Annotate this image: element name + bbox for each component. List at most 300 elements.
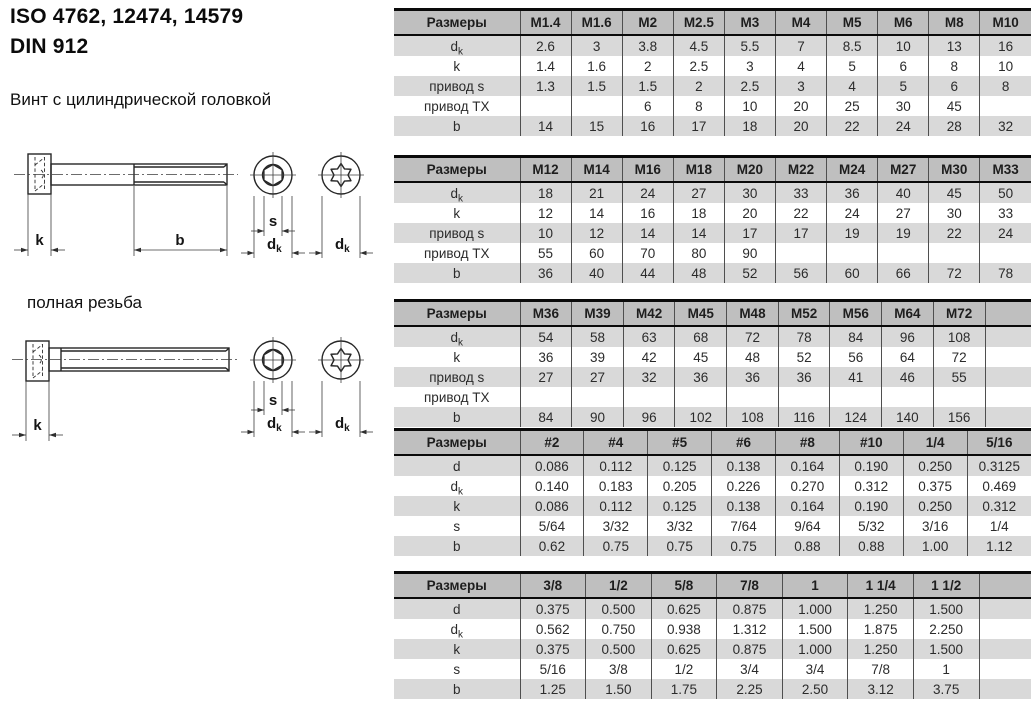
size-column-header: 1/4: [903, 430, 967, 456]
value-cell: 68: [675, 326, 727, 347]
value-cell: 0.190: [839, 496, 903, 516]
row-label: привод s: [429, 369, 485, 385]
value-cell: 19: [827, 223, 878, 243]
row-label: s: [453, 661, 461, 677]
dim-label-dk: $d_k$: [267, 236, 282, 255]
dim-arrow: [360, 430, 367, 434]
value-cell: 5: [827, 56, 878, 76]
value-cell: [675, 387, 727, 407]
value-cell: 32: [623, 367, 675, 387]
dimension-table-5: [394, 571, 1031, 699]
value-cell: 14: [571, 203, 622, 223]
value-cell: 1: [913, 659, 979, 679]
value-cell: 56: [830, 347, 882, 367]
row-label: привод s: [429, 78, 485, 94]
dimension-row: [394, 407, 1031, 427]
dimension-row: [394, 263, 1031, 283]
size-column-header: M12: [520, 157, 571, 183]
dim-arrow: [51, 248, 58, 252]
table-corner-label: Размеры: [394, 157, 520, 183]
dim-arrow: [282, 229, 289, 233]
full-thread-screw-drawing: [8, 333, 380, 445]
value-cell: 1.500: [913, 598, 979, 619]
value-cell: [979, 679, 1031, 699]
value-cell: 116: [778, 407, 830, 427]
value-cell: 2: [622, 56, 673, 76]
screw-head-side: [28, 154, 51, 194]
dim-label-dk: $d_k$: [335, 236, 350, 255]
value-cell: 17: [775, 223, 826, 243]
value-cell: [979, 598, 1031, 619]
dimension-row: [394, 56, 1031, 76]
socket-hatch: [33, 371, 43, 379]
row-label: k: [453, 498, 461, 514]
value-cell: 24: [878, 116, 929, 136]
value-cell: 3/8: [586, 659, 652, 679]
value-cell: 33: [980, 203, 1031, 223]
value-cell: [623, 387, 675, 407]
value-cell: 0.625: [651, 598, 717, 619]
value-cell: 0.375: [903, 476, 967, 496]
standards-title-line2: DIN 912: [10, 35, 89, 58]
product-name: Винт с цилиндрической головкой: [10, 90, 272, 109]
value-cell: 0.164: [776, 496, 840, 516]
value-cell: 30: [724, 182, 775, 203]
value-cell: 0.164: [776, 455, 840, 476]
row-label: $d_k$: [450, 185, 463, 203]
value-cell: 9/64: [776, 516, 840, 536]
value-cell: [778, 387, 830, 407]
value-cell: 0.086: [520, 455, 584, 476]
value-cell: 45: [929, 96, 980, 116]
value-cell: [985, 347, 1031, 367]
value-cell: 78: [778, 326, 830, 347]
value-cell: [727, 387, 779, 407]
value-cell: 156: [933, 407, 985, 427]
value-cell: 72: [727, 326, 779, 347]
value-cell: 24: [980, 223, 1031, 243]
value-cell: 20: [775, 116, 826, 136]
value-cell: 15: [571, 116, 622, 136]
dimension-row: [394, 659, 1031, 679]
value-cell: 108: [727, 407, 779, 427]
value-cell: 0.75: [712, 536, 776, 556]
row-label: b: [452, 409, 461, 425]
value-cell: 0.875: [717, 598, 783, 619]
value-cell: 5/64: [520, 516, 584, 536]
value-cell: 140: [882, 407, 934, 427]
row-label: d: [452, 458, 461, 474]
row-label: привод TX: [424, 389, 490, 405]
dim-label-k: k: [33, 417, 42, 434]
value-cell: 0.375: [520, 598, 586, 619]
socket-hatch: [33, 345, 43, 353]
dimension-row: [394, 116, 1031, 136]
value-cell: 36: [778, 367, 830, 387]
size-column-header: M18: [673, 157, 724, 183]
value-cell: 3: [724, 56, 775, 76]
value-cell: 0.3125: [967, 455, 1031, 476]
size-column-header: M16: [622, 157, 673, 183]
value-cell: 3.8: [622, 35, 673, 56]
value-cell: 1/2: [651, 659, 717, 679]
value-cell: 0.75: [584, 536, 648, 556]
value-cell: 4.5: [673, 35, 724, 56]
row-label: s: [453, 518, 461, 534]
value-cell: 33: [775, 182, 826, 203]
dim-arrow: [134, 248, 141, 252]
value-cell: 0.62: [520, 536, 584, 556]
size-column-header: 1 1/4: [848, 573, 914, 599]
value-cell: 0.75: [648, 536, 712, 556]
value-cell: 90: [724, 243, 775, 263]
value-cell: 10: [520, 223, 571, 243]
value-cell: 1.250: [848, 598, 914, 619]
value-cell: 30: [929, 203, 980, 223]
dimension-row: [394, 476, 1031, 496]
value-cell: 16: [622, 203, 673, 223]
value-cell: 2.250: [913, 619, 979, 639]
dim-arrow: [248, 251, 255, 255]
value-cell: 16: [980, 35, 1031, 56]
dimension-row: [394, 536, 1031, 556]
value-cell: 0.250: [903, 496, 967, 516]
value-cell: [878, 243, 929, 263]
value-cell: 0.938: [651, 619, 717, 639]
value-cell: 8: [980, 76, 1031, 96]
dimension-row: [394, 35, 1031, 56]
value-cell: 36: [520, 347, 572, 367]
value-cell: 0.312: [967, 496, 1031, 516]
value-cell: 1/4: [967, 516, 1031, 536]
value-cell: 22: [929, 223, 980, 243]
value-cell: 14: [520, 116, 571, 136]
value-cell: [980, 243, 1031, 263]
value-cell: 20: [724, 203, 775, 223]
value-cell: 32: [980, 116, 1031, 136]
value-cell: 22: [827, 116, 878, 136]
dim-arrow: [316, 251, 323, 255]
value-cell: 14: [622, 223, 673, 243]
size-column-header: M48: [727, 301, 779, 327]
value-cell: 63: [623, 326, 675, 347]
value-cell: 72: [933, 347, 985, 367]
value-cell: 10: [724, 96, 775, 116]
size-column-header: M64: [882, 301, 934, 327]
value-cell: [571, 96, 622, 116]
value-cell: 2: [673, 76, 724, 96]
dim-arrow: [292, 430, 299, 434]
dimension-row: [394, 516, 1031, 536]
size-column-header: M72: [933, 301, 985, 327]
size-column-header: #2: [520, 430, 584, 456]
dimension-row: [394, 679, 1031, 699]
value-cell: [520, 96, 571, 116]
value-cell: 7/8: [848, 659, 914, 679]
value-cell: 1.00: [903, 536, 967, 556]
table-corner-label: Размеры: [394, 573, 520, 599]
table-corner-label: Размеры: [394, 301, 520, 327]
value-cell: 1.000: [782, 598, 848, 619]
row-label: d: [452, 601, 461, 617]
dimension-table-4: [394, 428, 1031, 556]
value-cell: 6: [878, 56, 929, 76]
size-column-header: M20: [724, 157, 775, 183]
table-header-row: [394, 157, 1031, 183]
value-cell: 1.50: [586, 679, 652, 699]
size-column-header: #6: [712, 430, 776, 456]
value-cell: 36: [675, 367, 727, 387]
dim-label-b: b: [175, 232, 185, 249]
value-cell: [830, 387, 882, 407]
dim-label-dk: $d_k$: [267, 415, 282, 434]
value-cell: 27: [878, 203, 929, 223]
value-cell: 24: [827, 203, 878, 223]
size-column-header: #4: [584, 430, 648, 456]
size-column-header: #10: [839, 430, 903, 456]
size-column-header: M3: [724, 10, 775, 36]
value-cell: 0.125: [648, 455, 712, 476]
value-cell: 90: [572, 407, 624, 427]
value-cell: 36: [727, 367, 779, 387]
value-cell: 1.12: [967, 536, 1031, 556]
socket-hatch: [35, 184, 45, 192]
value-cell: 58: [572, 326, 624, 347]
value-cell: 44: [622, 263, 673, 283]
value-cell: 17: [673, 116, 724, 136]
value-cell: 40: [878, 182, 929, 203]
dim-arrow: [292, 251, 299, 255]
table-corner-label: Размеры: [394, 10, 520, 36]
value-cell: 48: [727, 347, 779, 367]
table-corner-label: Размеры: [394, 430, 520, 456]
value-cell: 0.112: [584, 455, 648, 476]
size-column-header: M52: [778, 301, 830, 327]
dimension-row: [394, 455, 1031, 476]
value-cell: 5.5: [724, 35, 775, 56]
value-cell: 70: [622, 243, 673, 263]
value-cell: 52: [778, 347, 830, 367]
size-column-header: M1.6: [571, 10, 622, 36]
value-cell: 41: [830, 367, 882, 387]
value-cell: 55: [520, 243, 571, 263]
value-cell: 64: [882, 347, 934, 367]
value-cell: 102: [675, 407, 727, 427]
dimension-row: [394, 619, 1031, 639]
value-cell: 96: [882, 326, 934, 347]
dim-arrow: [19, 433, 26, 437]
value-cell: 3: [571, 35, 622, 56]
partial-thread-screw-drawing: [8, 146, 380, 266]
dim-arrow: [282, 408, 289, 412]
value-cell: 10: [878, 35, 929, 56]
size-column-header: 7/8: [717, 573, 783, 599]
value-cell: 0.562: [520, 619, 586, 639]
size-column-header: M14: [571, 157, 622, 183]
row-label: k: [453, 205, 461, 221]
value-cell: 3/4: [782, 659, 848, 679]
dimension-row: [394, 76, 1031, 96]
value-cell: 3/16: [903, 516, 967, 536]
value-cell: 40: [571, 263, 622, 283]
size-column-header: [985, 301, 1031, 327]
value-cell: [980, 96, 1031, 116]
value-cell: 12: [520, 203, 571, 223]
value-cell: 30: [878, 96, 929, 116]
value-cell: [985, 367, 1031, 387]
dimension-row: [394, 182, 1031, 203]
size-column-header: 5/8: [651, 573, 717, 599]
value-cell: 19: [878, 223, 929, 243]
value-cell: 1.000: [782, 639, 848, 659]
size-column-header: 3/8: [520, 573, 586, 599]
value-cell: 52: [724, 263, 775, 283]
size-column-header: 1 1/2: [913, 573, 979, 599]
value-cell: 0.125: [648, 496, 712, 516]
row-label: привод TX: [424, 98, 490, 114]
dimension-row: [394, 326, 1031, 347]
value-cell: [979, 619, 1031, 639]
value-cell: [572, 387, 624, 407]
value-cell: 48: [673, 263, 724, 283]
value-cell: 8: [929, 56, 980, 76]
size-column-header: M56: [830, 301, 882, 327]
value-cell: 2.6: [520, 35, 571, 56]
table-header-row: [394, 301, 1031, 327]
size-column-header: [979, 573, 1031, 599]
row-label: привод s: [429, 225, 485, 241]
value-cell: 18: [724, 116, 775, 136]
value-cell: [775, 243, 826, 263]
value-cell: 1.5: [622, 76, 673, 96]
value-cell: 1.4: [520, 56, 571, 76]
dimension-row: [394, 96, 1031, 116]
value-cell: 3: [775, 76, 826, 96]
value-cell: 27: [673, 182, 724, 203]
value-cell: [985, 407, 1031, 427]
value-cell: 12: [571, 223, 622, 243]
value-cell: 0.190: [839, 455, 903, 476]
value-cell: 20: [775, 96, 826, 116]
value-cell: 1.3: [520, 76, 571, 96]
value-cell: [985, 326, 1031, 347]
dimension-row: [394, 243, 1031, 263]
value-cell: 0.375: [520, 639, 586, 659]
dim-label-s: s: [268, 392, 278, 409]
row-label: b: [452, 118, 461, 134]
row-label: k: [453, 58, 461, 74]
size-column-header: M30: [929, 157, 980, 183]
row-label: b: [452, 265, 461, 281]
dim-arrow: [248, 430, 255, 434]
value-cell: 27: [520, 367, 572, 387]
value-cell: 4: [775, 56, 826, 76]
value-cell: 3/4: [717, 659, 783, 679]
dimension-row: [394, 367, 1031, 387]
value-cell: 17: [724, 223, 775, 243]
value-cell: 72: [929, 263, 980, 283]
value-cell: 0.140: [520, 476, 584, 496]
row-label: k: [453, 349, 461, 365]
row-label: $d_k$: [450, 478, 463, 496]
value-cell: 55: [933, 367, 985, 387]
value-cell: 6: [622, 96, 673, 116]
value-cell: 0.270: [776, 476, 840, 496]
value-cell: 1.75: [651, 679, 717, 699]
value-cell: 22: [775, 203, 826, 223]
value-cell: 24: [622, 182, 673, 203]
dimension-row: [394, 223, 1031, 243]
value-cell: 0.500: [586, 639, 652, 659]
value-cell: 0.086: [520, 496, 584, 516]
row-label: $d_k$: [450, 621, 463, 639]
size-column-header: #5: [648, 430, 712, 456]
dimension-row: [394, 496, 1031, 516]
table-header-row: [394, 573, 1031, 599]
size-column-header: 1: [782, 573, 848, 599]
dim-arrow: [316, 430, 323, 434]
dim-arrow: [258, 229, 265, 233]
dim-label-s: s: [268, 213, 278, 230]
dim-label-k: k: [35, 232, 44, 249]
value-cell: [520, 387, 572, 407]
dim-label-dk: $d_k$: [335, 415, 350, 434]
value-cell: [979, 639, 1031, 659]
screw-head-side: [26, 341, 49, 381]
value-cell: 21: [571, 182, 622, 203]
size-column-header: 1/2: [586, 573, 652, 599]
value-cell: [882, 387, 934, 407]
value-cell: 28: [929, 116, 980, 136]
value-cell: 2.5: [673, 56, 724, 76]
value-cell: [929, 243, 980, 263]
value-cell: 0.469: [967, 476, 1031, 496]
value-cell: 7/64: [712, 516, 776, 536]
size-column-header: M2.5: [673, 10, 724, 36]
value-cell: 8: [673, 96, 724, 116]
size-column-header: M2: [622, 10, 673, 36]
value-cell: 2.50: [782, 679, 848, 699]
dimension-row: [394, 203, 1031, 223]
value-cell: 1.500: [913, 639, 979, 659]
value-cell: 8.5: [827, 35, 878, 56]
row-label: $d_k$: [450, 329, 463, 347]
value-cell: 1.500: [782, 619, 848, 639]
value-cell: 7: [775, 35, 826, 56]
dim-arrow: [258, 408, 265, 412]
value-cell: 0.88: [776, 536, 840, 556]
dimension-row: [394, 598, 1031, 619]
dimension-table-3: [394, 299, 1031, 427]
value-cell: 0.625: [651, 639, 717, 659]
value-cell: 50: [980, 182, 1031, 203]
value-cell: 0.183: [584, 476, 648, 496]
value-cell: 0.88: [839, 536, 903, 556]
value-cell: 18: [520, 182, 571, 203]
value-cell: 124: [830, 407, 882, 427]
dimension-row: [394, 639, 1031, 659]
table-header-row: [394, 10, 1031, 36]
value-cell: 39: [572, 347, 624, 367]
value-cell: 1.250: [848, 639, 914, 659]
size-column-header: 5/16: [967, 430, 1031, 456]
value-cell: [979, 659, 1031, 679]
standards-title-line1: ISO 4762, 12474, 14579: [10, 5, 244, 28]
value-cell: 0.112: [584, 496, 648, 516]
value-cell: 46: [882, 367, 934, 387]
value-cell: 1.6: [571, 56, 622, 76]
value-cell: 3.12: [848, 679, 914, 699]
